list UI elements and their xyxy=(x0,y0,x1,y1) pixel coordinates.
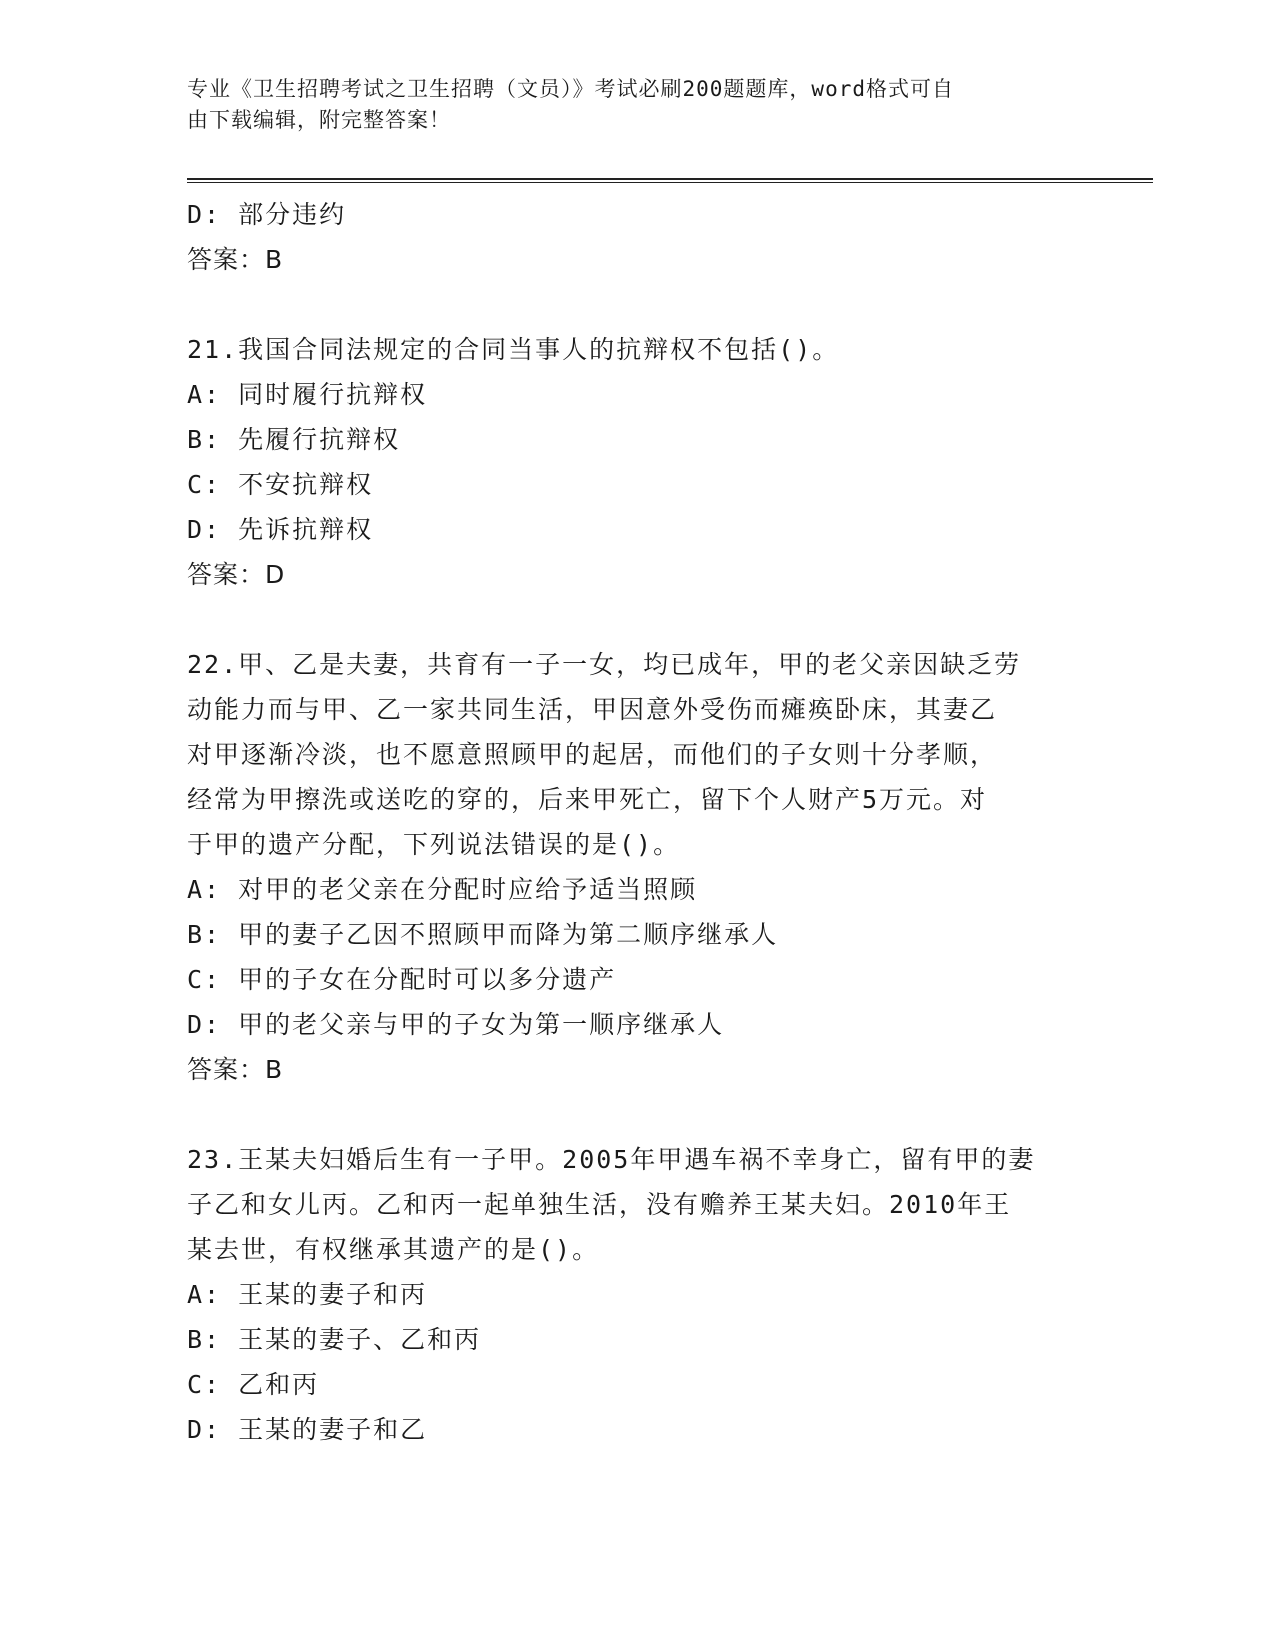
answer-line: 答案：D xyxy=(187,560,286,589)
question-stem-line: 22.甲、乙是夫妻，共育有一子一女，均已成年，甲的老父亲因缺乏劳 xyxy=(187,650,1022,679)
question-stem-line: 对甲逐渐冷淡，也不愿意照顾甲的起居，而他们的子女则十分孝顺， xyxy=(187,740,998,769)
header-line-1: 专业《卫生招聘考试之卫生招聘（文员）》考试必刷200题题库，word格式可自 xyxy=(187,77,954,101)
question-stem-line: 某去世，有权继承其遗产的是()。 xyxy=(187,1235,600,1264)
option-b: B: 王某的妻子、乙和丙 xyxy=(187,1325,482,1354)
question-23 xyxy=(187,1137,1087,1452)
previous-question-tail xyxy=(187,192,1087,283)
question-content xyxy=(187,192,1087,1452)
option-a: A: 王某的妻子和丙 xyxy=(187,1280,428,1309)
answer-line: 答案：B xyxy=(187,1055,284,1084)
option-a: A: 对甲的老父亲在分配时应给予适当照顾 xyxy=(187,875,698,904)
question-stem-line: 子乙和女儿丙。乙和丙一起单独生活，没有赡养王某夫妇。2010年王 xyxy=(187,1190,1012,1219)
header-line-2: 由下载编辑，附完整答案！ xyxy=(187,108,451,132)
question-stem: 21.我国合同法规定的合同当事人的抗辩权不包括()。 xyxy=(187,335,840,364)
question-stem-line: 于甲的遗产分配，下列说法错误的是()。 xyxy=(187,830,681,859)
question-22 xyxy=(187,642,1087,1093)
option-b: B: 先履行抗辩权 xyxy=(187,425,401,454)
answer-line: 答案：B xyxy=(187,245,284,274)
option-b: B: 甲的妻子乙因不照顾甲而降为第二顺序继承人 xyxy=(187,920,779,949)
question-stem-line: 动能力而与甲、乙一家共同生活，甲因意外受伤而瘫痪卧床，其妻乙 xyxy=(187,695,998,724)
option-d: D: 甲的老父亲与甲的子女为第一顺序继承人 xyxy=(187,1010,725,1039)
question-stem-line: 23.王某夫妇婚后生有一子甲。2005年甲遇车祸不幸身亡，留有甲的妻 xyxy=(187,1145,1036,1174)
question-21 xyxy=(187,327,1087,598)
option-c: C: 甲的子女在分配时可以多分遗产 xyxy=(187,965,617,994)
option-d: D: 先诉抗辩权 xyxy=(187,515,374,544)
option-d: D: 王某的妻子和乙 xyxy=(187,1415,428,1444)
option-c: C: 乙和丙 xyxy=(187,1370,320,1399)
option-c: C: 不安抗辩权 xyxy=(187,470,374,499)
header-divider xyxy=(187,178,1153,183)
option-d: D: 部分违约 xyxy=(187,200,347,229)
option-a: A: 同时履行抗辩权 xyxy=(187,380,428,409)
question-stem-line: 经常为甲擦洗或送吃的穿的，后来甲死亡，留下个人财产5万元。对 xyxy=(187,785,988,814)
document-header xyxy=(187,74,1067,136)
